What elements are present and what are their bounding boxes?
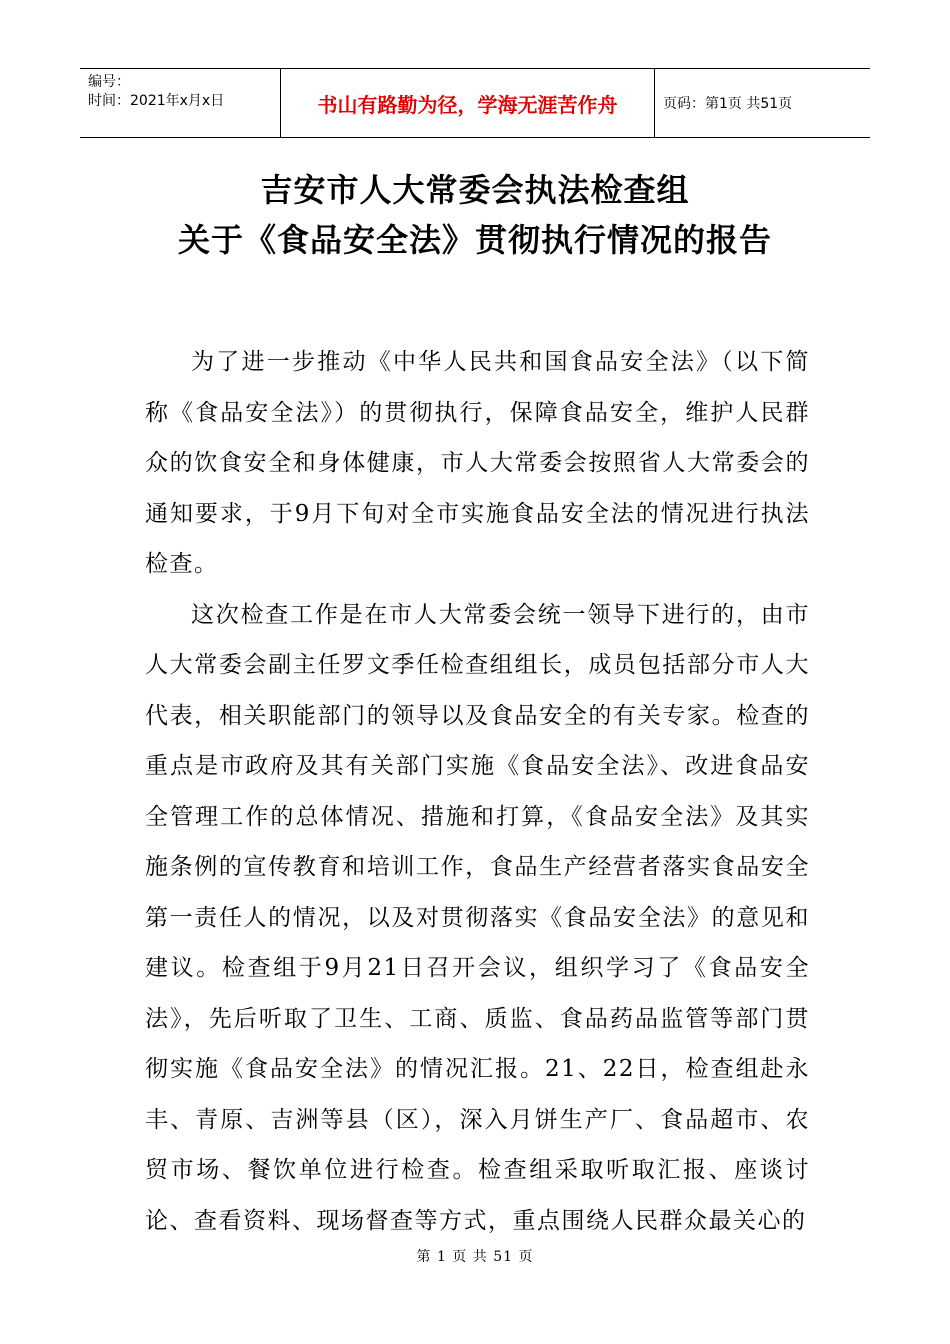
header-meta-cell — [80, 69, 281, 137]
document-number-label: 编号： — [88, 74, 130, 90]
header-motto-cell — [281, 69, 655, 137]
header-page-label: 页码：第1页 共51页 — [663, 96, 793, 112]
page-footer: 第 1 页 共 51 页 — [416, 1249, 534, 1265]
document-body — [145, 337, 810, 1246]
header-motto: 书山有路勤为径，学海无涯苦作舟 — [317, 92, 618, 117]
document-header — [80, 68, 870, 138]
document-title-line-2: 关于《食品安全法》贯彻执行情况的报告 — [177, 221, 772, 259]
header-page-cell — [655, 69, 870, 137]
document-title-line-1: 吉安市人大常委会执法检查组 — [260, 171, 690, 209]
document-date-label: 时间：2021年x月x日 — [88, 93, 225, 109]
body-paragraph: 这次检查工作是在市人大常委会统一领导下进行的，由市人大常委会副主任罗文季任检查组组长，成员包括部分市人大代表，相关职能部门的领导以及食品安全的有关专家。检查的重点是市政府及其有关部门实施《食品安全法》、改进食品安全管理工作的总体情况、措施和打算，《食品安全法》及其实施条例的宣传教育和培训工作，食品生产经营者落实食品安全第一责任人的情况，以及对贯彻落实《食品安全法》的意见和建议。检查组于9月21日召开会议，组织学习了《食品安全法》，先后听取了卫生、工商、质监、食品药品监管等部门贯彻实施《食品安全法》的情况汇报。21、22日，检查组赴永丰、青原、吉洲等县（区），深入月饼生产厂、食品超市、农贸市场、餐饮单位进行检查。检查组采取听取汇报、座谈讨论、查看资料、现场督查等方式，重点围绕人民群众最关心的 — [145, 601, 810, 1234]
body-paragraph: 为了进一步推动《中华人民共和国食品安全法》（以下简称《食品安全法》）的贯彻执行，保障食品安全，维护人民群众的饮食安全和身体健康，市人大常委会按照省人大常委会的通知要求，于9月下旬对全市实施食品安全法的情况进行执法检查。 — [145, 349, 810, 577]
